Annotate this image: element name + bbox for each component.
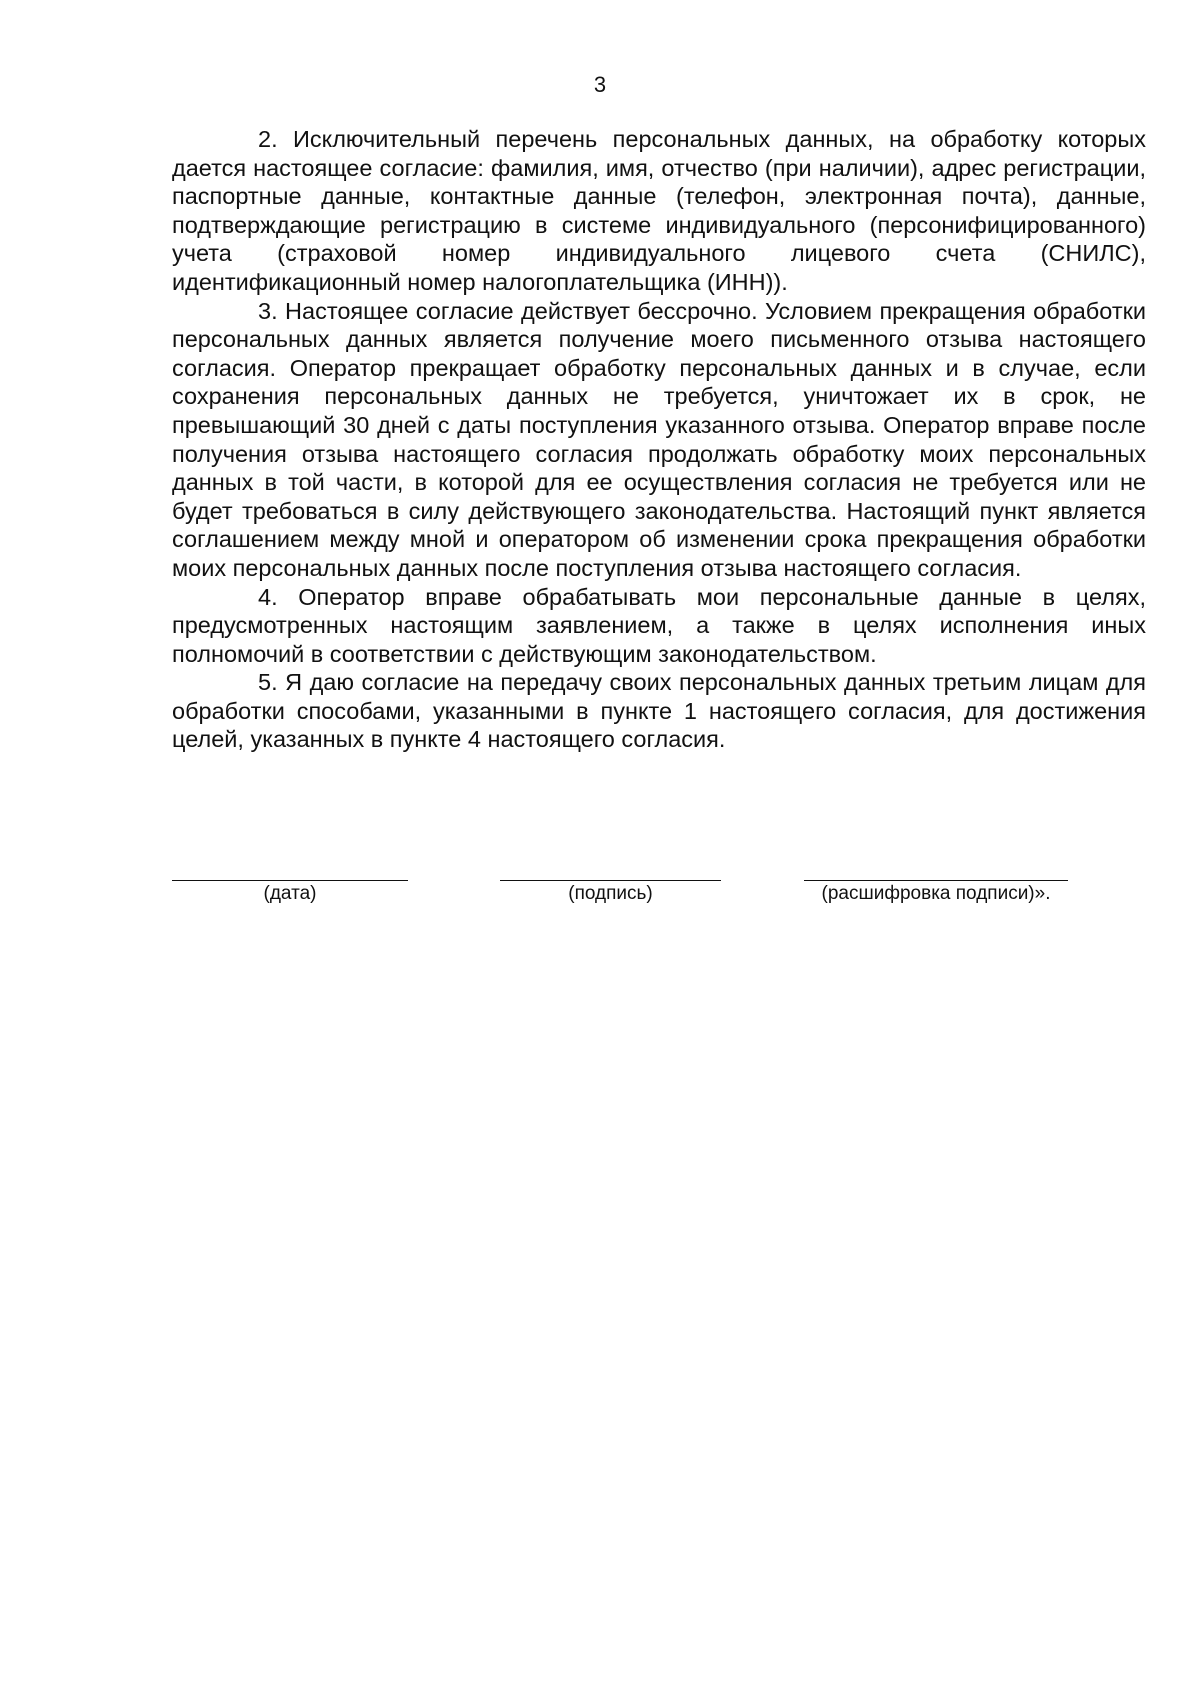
paragraph-4: 4. Оператор вправе обрабатывать мои персональные данные в целях, предусмотренных настоящим заявлением, а также в целях исполнения иных полномочий в соответствии с действующим законодательством. — [172, 583, 1146, 667]
page-number: 3 — [593, 72, 607, 97]
signature-decode-line — [804, 880, 1068, 881]
signature-decode-caption: (расшифровка подписи)». — [821, 883, 1051, 904]
consent-body — [172, 125, 1146, 754]
date-field — [172, 880, 408, 905]
signature-block — [0, 880, 1200, 920]
signature-caption: (подпись) — [568, 883, 653, 904]
date-line — [172, 880, 408, 881]
paragraph-3: 3. Настоящее согласие действует бессрочно. Условием прекращения обработки персональных данных является получение моего письменного отзыва настоящего согласия. Оператор прекращает обработку персональных данных и в случае, если сохранения персональных данных не требуется, уничтожает их в срок, не превышающий 30 дней с даты поступления указанного отзыва. Оператор вправе после получения отзыва настоящего согласия продолжать обработку моих персональных данных в той части, в которой для ее осуществления согласия не требуется или не будет требоваться в силу действующего законодательства. Настоящий пункт является соглашением между мной и оператором об изменении срока прекращения обработки моих персональных данных после поступления отзыва настоящего согласия. — [172, 297, 1146, 581]
signature-decode-field — [804, 880, 1068, 905]
signature-field — [500, 880, 721, 905]
signature-line — [500, 880, 721, 881]
paragraph-5: 5. Я даю согласие на передачу своих персональных данных третьим лицам для обработки способами, указанными в пункте 1 настоящего согласия, для достижения целей, указанных в пункте 4 настоящего согласия. — [172, 669, 1146, 753]
paragraph-2: 2. Исключительный перечень персональных данных, на обработку которых дается настоящее согласие: фамилия, имя, отчество (при наличии), адрес регистрации, паспортные данные, контактные данные (телефон, электронная почта), данные, подтверждающие регистрацию в системе индивидуального (персонифицированного) учета (страховой номер индивидуального лицевого счета (СНИЛС), идентификационный номер налогоплательщика (ИНН)). — [172, 126, 1146, 295]
date-caption: (дата) — [263, 883, 317, 904]
